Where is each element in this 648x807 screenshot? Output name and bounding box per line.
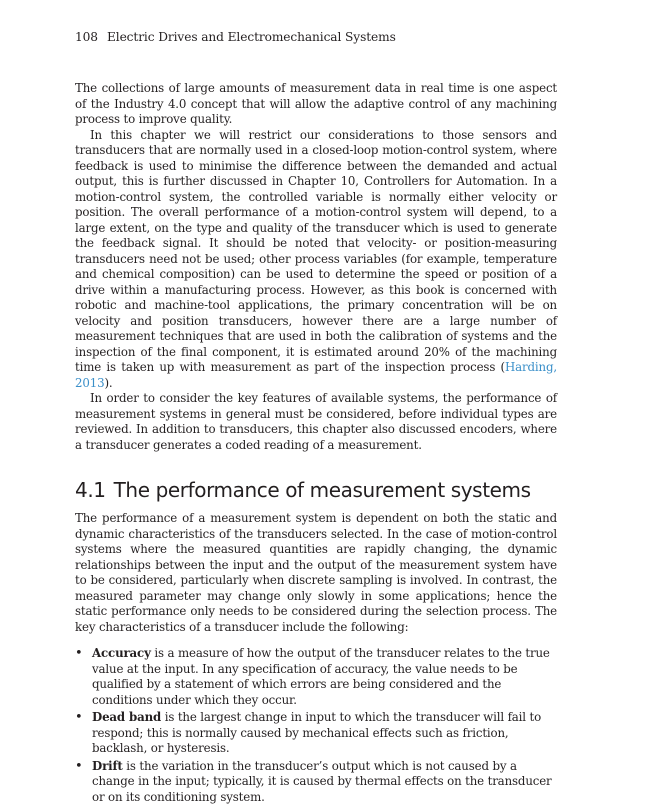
bullet-icon: • [75, 646, 83, 661]
running-header [75, 30, 557, 44]
list-item-dead-band [75, 710, 557, 757]
term-drift: Drift [92, 758, 123, 773]
section-title: The performance of measurement systems [113, 478, 531, 502]
intro-paragraph-2 [75, 128, 557, 392]
definition-accuracy: is a measure of how the output of the transducer relates to the true value at the input. In any specification of accuracy, the value needs to be qualified by a statement of which errors are being considered and the conditions under which they occur. [92, 646, 550, 707]
definition-dead-band: is the largest change in input to which the transducer will fail to respond; this is normally caused by mechanical effects such as friction, backlash, or hysteresis. [92, 710, 542, 755]
intro-paragraph-1: The collections of large amounts of measurement data in real time is one aspect of the Industry 4.0 concept that will allow the adaptive control of any machining process to improve quality. [75, 81, 557, 126]
list-item-drift [75, 759, 557, 806]
definition-drift: is the variation in the transducer’s output which is not caused by a change in the input; typically, it is caused by thermal effects on the transducer or on its conditioning system. [92, 758, 552, 804]
term-accuracy: Accuracy [92, 646, 151, 660]
page-body [75, 30, 557, 807]
section-number: 4.1 [75, 478, 106, 502]
intro-paragraph-2-text: In this chapter we will restrict our considerations to those sensors and transducers that are normally used in a closed-loop motion-control system, where feedback is used to minimise the difference between the demanded and actual output, this is further discussed in Chapter 10, Controllers for Automation. In a motion-control system, the controlled variable is normally either velocity or position. The overall performance of a motion-control system will depend, to a large extent, on the type and quality of the transducer which is used to generate the feedback signal. It should be noted that velocity- or position-measuring transducers need not be used; other process variables (for example, temperature and chemical composition) can be used to determine the speed or position of a drive within a manufacturing process. However, as this book is concerned with robotic and machine-tool applications, the primary concentration will be on velocity and position transducers, however there are a large number of measurement techniques that are used in both the calibration of systems and the inspection of the final component, it is estimated around 20% of the machining time is taken up with measurement as part of the inspection process ( [75, 127, 557, 374]
citation-link[interactable]: Harding, 2013 [75, 360, 557, 390]
term-dead-band: Dead band [92, 710, 162, 724]
section-paragraph-1: The performance of a measurement system is dependent on both the static and dynamic characteristics of the transducers selected. In the case of motion-control systems where the measured quantities are rapidly changing, the dynamic relationships between the input and the output of the measurement system have to be considered, particularly when discrete sampling is involved. In contrast, the measured parameter may change only slowly in some applications; hence the static performance only needs to be considered during the selection process. The key characteristics of a transducer include the following: [75, 511, 557, 634]
bullet-icon: • [75, 758, 83, 774]
intro-paragraph-3: In order to consider the key features of available systems, the performance of measurement systems in general must be considered, before individual types are reviewed. In addition to transducers, this chapter also discussed encoders, where a transducer generates a coded reading of a measurement. [75, 391, 557, 452]
section-heading [75, 478, 557, 502]
book-title: Electric Drives and Electromechanical Systems [106, 30, 396, 44]
characteristics-list [75, 646, 557, 805]
page-number: 108 [75, 30, 98, 44]
list-item-accuracy [75, 646, 557, 708]
intro-paragraph-2-end: ). [104, 375, 113, 390]
bullet-icon: • [75, 710, 83, 725]
